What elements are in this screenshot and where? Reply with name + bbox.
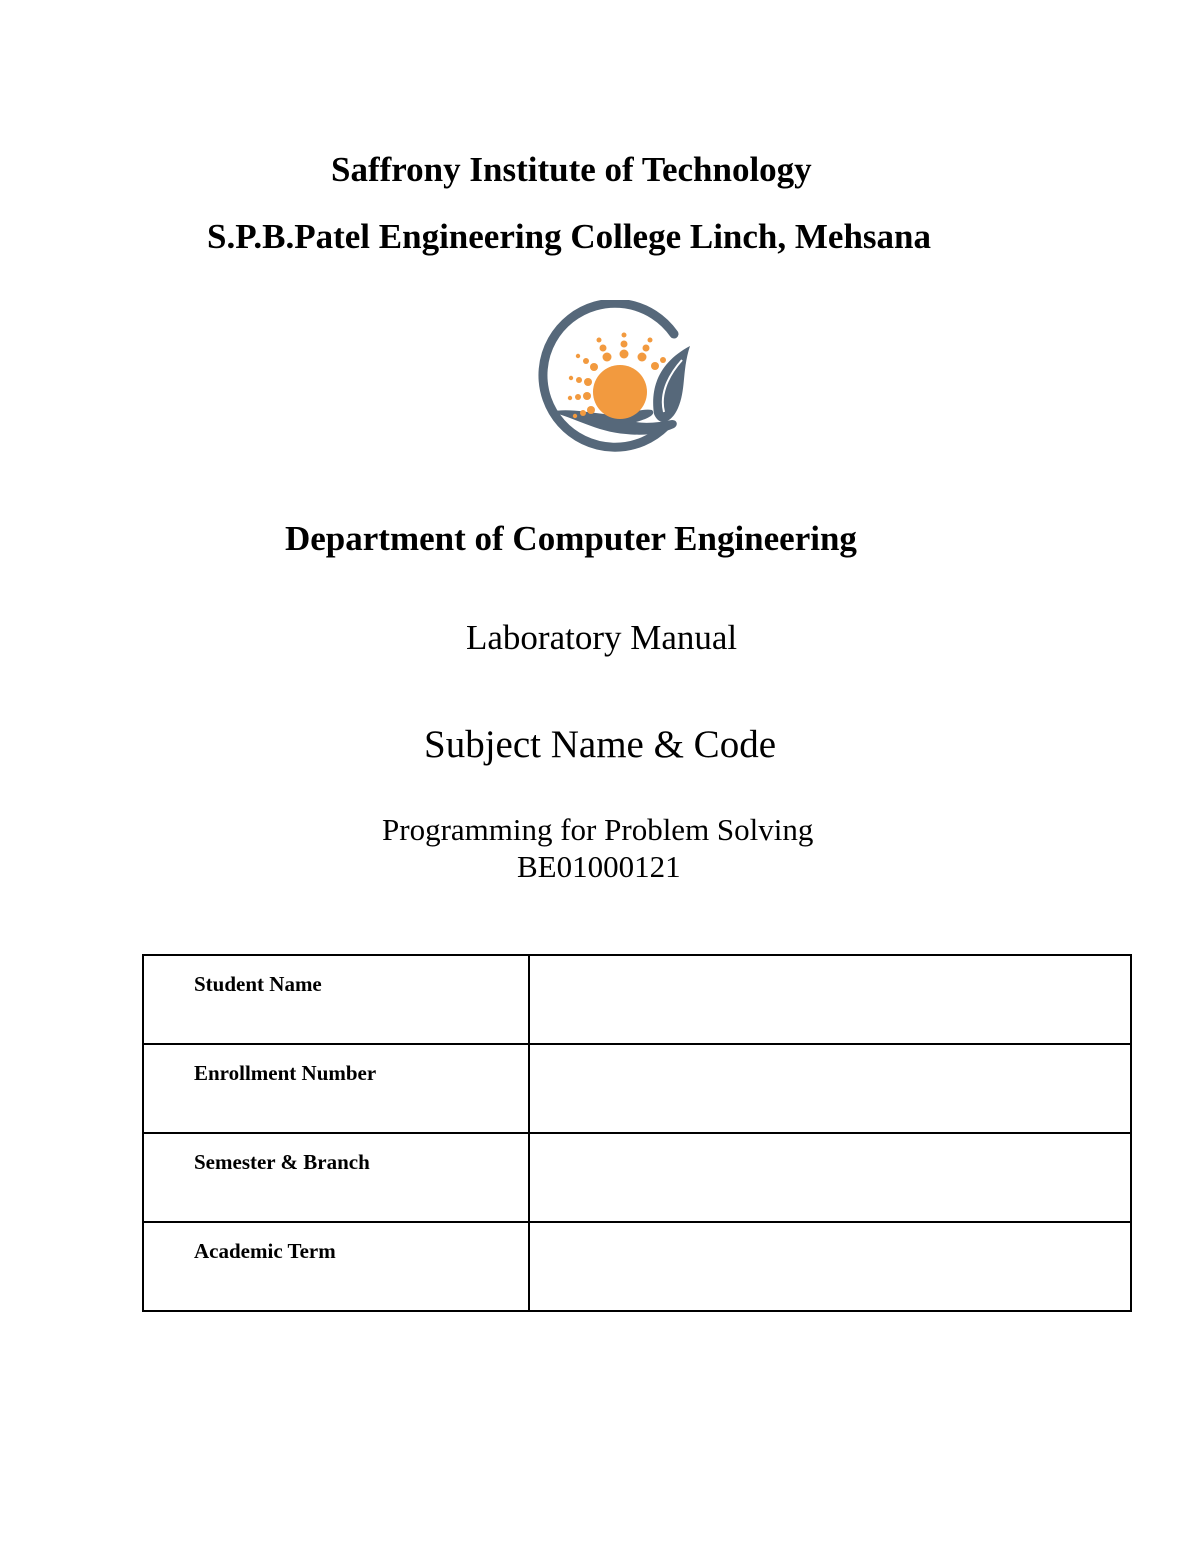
subject-code: BE01000121 — [517, 849, 681, 884]
sun-in-hand-logo-icon — [532, 300, 696, 464]
student-info-table — [142, 954, 1132, 1312]
table-row — [143, 1222, 1131, 1311]
subject-heading: Subject Name & Code — [424, 723, 777, 766]
enrollment-number-field[interactable] — [529, 1044, 1131, 1133]
enrollment-number-label: Enrollment Number — [143, 1044, 529, 1133]
semester-branch-label: Semester & Branch — [143, 1133, 529, 1222]
document-type: Laboratory Manual — [466, 618, 738, 657]
academic-term-label: Academic Term — [143, 1222, 529, 1311]
table-row — [143, 1133, 1131, 1222]
subject-name: Programming for Problem Solving — [382, 812, 814, 847]
academic-term-field[interactable] — [529, 1222, 1131, 1311]
student-name-label: Student Name — [143, 955, 529, 1044]
table-row — [143, 1044, 1131, 1133]
institute-name: Saffrony Institute of Technology — [331, 150, 812, 189]
department-name: Department of Computer Engineering — [285, 519, 857, 558]
table-row — [143, 955, 1131, 1044]
college-name: S.P.B.Patel Engineering College Linch, Mehsana — [207, 217, 932, 256]
semester-branch-field[interactable] — [529, 1133, 1131, 1222]
student-name-field[interactable] — [529, 955, 1131, 1044]
